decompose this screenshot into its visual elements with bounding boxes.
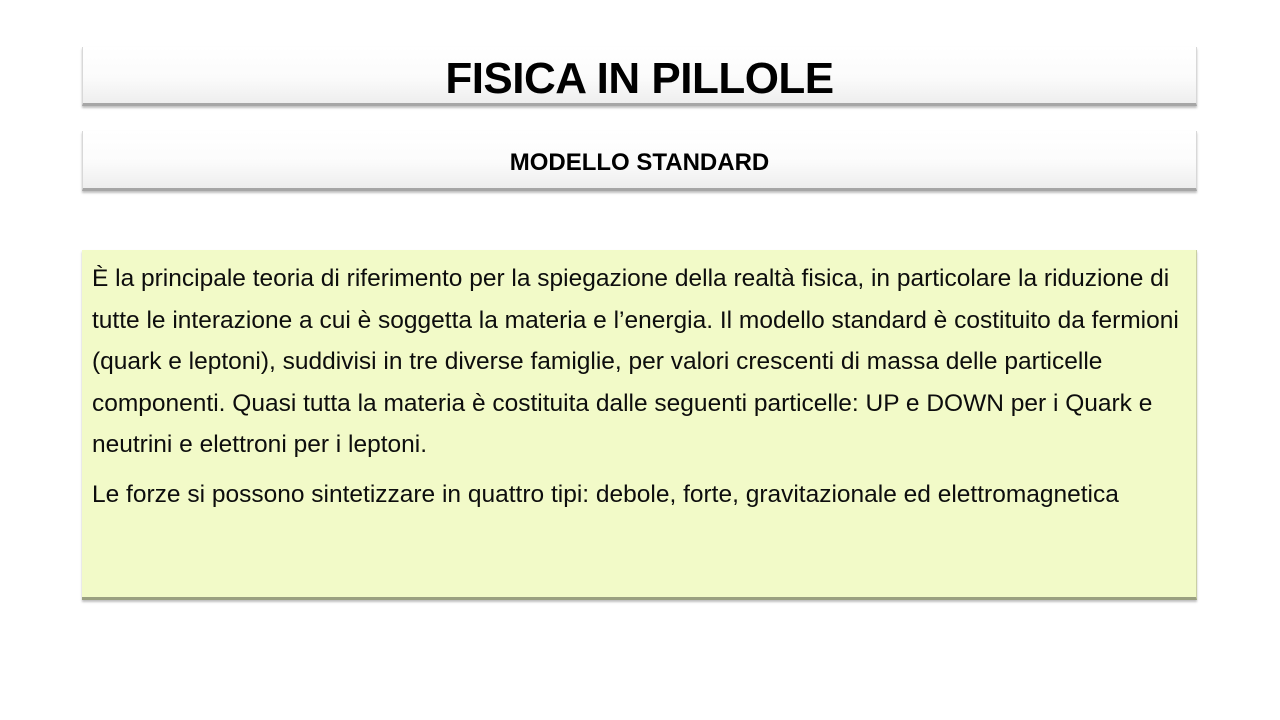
- slide-subtitle: MODELLO STANDARD: [509, 149, 770, 176]
- title-banner: [82, 47, 1197, 106]
- subtitle-banner: [82, 131, 1197, 191]
- content-box: [82, 250, 1197, 600]
- body-paragraph-2: Le forze si possono sintetizzare in quattro tipi: debole, forte, gravitazionale ed elettromagnetica: [92, 480, 1119, 508]
- body-paragraph-1: È la principale teoria di riferimento per la spiegazione della realtà fisica, in particolare la riduzione di tutte le interazione a cui è soggetta la materia e l’energia. Il modello standard è costituito da fermioni (quark e leptoni), suddivisi in tre diverse famiglie, per valori crescenti di massa delle particelle componenti. Quasi tutta la materia è costituita dalle seguenti particelle: UP e DOWN per i Quark e neutrini e elettroni per i leptoni.: [92, 265, 1179, 458]
- slide-title: FISICA IN PILLOLE: [445, 54, 834, 103]
